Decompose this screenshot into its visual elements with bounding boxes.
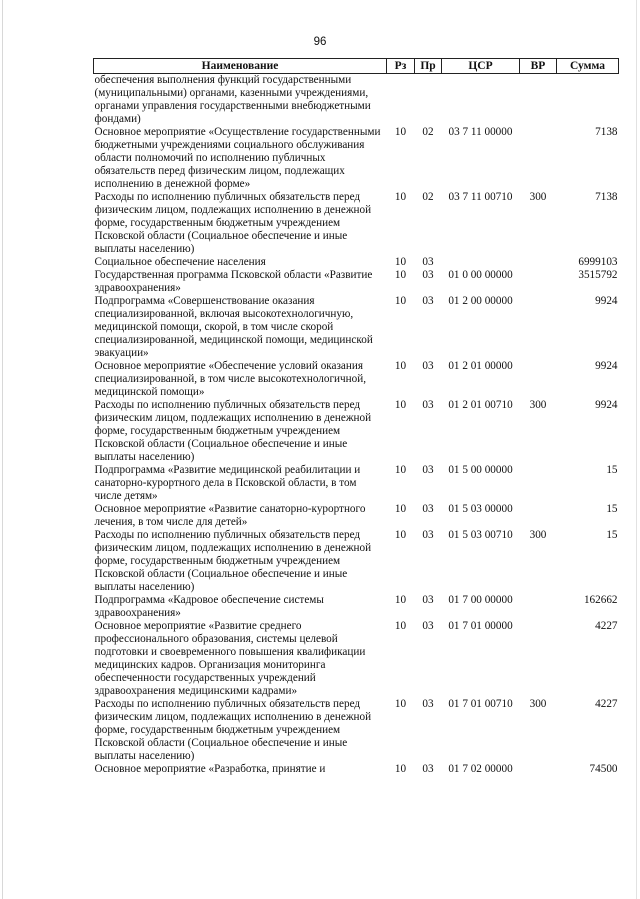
cell-pr: 03 [422, 256, 434, 268]
table-row [94, 256, 619, 269]
table-row [94, 594, 619, 620]
cell-vr [520, 464, 557, 503]
cell-rz: 10 [394, 529, 407, 541]
cell-rz: 10 [394, 191, 407, 203]
cell-sum: 7138 [595, 191, 618, 203]
cell-rz: 10 [394, 594, 407, 606]
cell-vr [520, 620, 557, 698]
header-vr: ВР [520, 59, 557, 74]
cell-csr: 01 7 01 00710 [448, 698, 513, 710]
cell-rz: 10 [394, 698, 407, 710]
cell-pr [415, 74, 442, 127]
cell-vr [520, 256, 557, 269]
page-number: 96 [313, 36, 327, 48]
table-row [94, 399, 619, 464]
cell-vr [520, 360, 557, 399]
cell-vr: 300 [529, 529, 547, 541]
cell-name: Основное мероприятие «Развитие санаторно-курортного лечения, в том числе для детей» [94, 503, 366, 528]
cell-name: Государственная программа Псковской области «Развитие здравоохранения» [94, 269, 373, 294]
cell-pr: 03 [422, 620, 434, 632]
cell-name: Основное мероприятие «Обеспечение условий оказания специализированной, в том числе высокотехнологичной, медицинской помощи» [94, 360, 367, 398]
cell-vr [520, 594, 557, 620]
cell-vr: 300 [529, 698, 547, 710]
header-csr: ЦСР [442, 59, 520, 74]
table-row [94, 464, 619, 503]
cell-csr: 03 7 11 00000 [448, 126, 513, 138]
cell-vr: 300 [529, 191, 547, 203]
cell-csr [442, 256, 520, 269]
cell-csr: 01 5 03 00000 [448, 503, 513, 515]
cell-rz [387, 74, 415, 127]
cell-pr: 03 [422, 399, 434, 411]
cell-name: Расходы по исполнению публичных обязательств перед физическим лицом, подлежащих исполнению в денежной форме, государственным бюджетным учреждением Псковской области (Социальное обеспечение и иные выплаты населению) [94, 529, 372, 593]
cell-csr: 01 0 00 00000 [448, 269, 513, 281]
cell-pr: 03 [422, 360, 434, 372]
cell-sum: 4227 [595, 698, 618, 710]
cell-vr [520, 74, 557, 127]
cell-pr: 03 [422, 594, 434, 606]
header-pr: Пр [415, 59, 442, 74]
cell-name: обеспечения выполнения функций государственными (муниципальными) органами, казенными учреждениями, органами управления государственными внебюджетными фондами) [94, 74, 371, 125]
scan-edge-right [636, 0, 637, 899]
table-row [94, 74, 619, 127]
table-row [94, 698, 619, 763]
cell-sum: 3515792 [578, 269, 618, 281]
cell-sum: 7138 [595, 126, 618, 138]
cell-vr [520, 503, 557, 529]
scan-edge-left [2, 0, 3, 899]
cell-sum: 9924 [595, 295, 618, 307]
cell-rz: 10 [394, 256, 407, 268]
cell-pr: 03 [422, 269, 434, 281]
table-row [94, 620, 619, 698]
cell-sum: 162662 [583, 594, 618, 606]
cell-rz: 10 [394, 295, 407, 307]
cell-sum [557, 74, 619, 127]
cell-csr: 01 7 02 00000 [448, 763, 513, 775]
table-row [94, 763, 619, 776]
cell-csr [442, 74, 520, 127]
cell-vr [520, 126, 557, 191]
table-row [94, 360, 619, 399]
cell-csr: 03 7 11 00710 [448, 191, 513, 203]
cell-name: Расходы по исполнению публичных обязательств перед физическим лицом, подлежащих исполнению в денежной форме, государственным бюджетным учреждением Псковской области (Социальное обеспечение и иные выплаты населению) [94, 698, 372, 762]
cell-pr: 03 [422, 698, 434, 710]
cell-sum: 9924 [595, 360, 618, 372]
cell-rz: 10 [394, 503, 407, 515]
cell-rz: 10 [394, 269, 407, 281]
table-row [94, 503, 619, 529]
cell-csr: 01 5 03 00710 [448, 529, 513, 541]
cell-vr [520, 295, 557, 360]
cell-pr: 03 [422, 763, 434, 775]
cell-sum: 15 [606, 503, 618, 515]
table-body [94, 74, 619, 777]
cell-rz: 10 [394, 464, 407, 476]
cell-pr: 03 [422, 464, 434, 476]
header-name: Наименование [94, 59, 387, 74]
cell-csr: 01 7 00 00000 [448, 594, 513, 606]
cell-name: Социальное обеспечение населения [94, 256, 266, 268]
table-row [94, 269, 619, 295]
cell-rz: 10 [394, 360, 407, 372]
table-row [94, 191, 619, 256]
cell-name: Расходы по исполнению публичных обязательств перед физическим лицом, подлежащих исполнению в денежной форме, государственным бюджетным учреждением Псковской области (Социальное обеспечение и иные выплаты населению) [94, 399, 372, 463]
cell-rz: 10 [394, 126, 407, 138]
cell-sum: 74500 [589, 763, 618, 775]
cell-name: Подпрограмма «Развитие медицинской реабилитации и санаторно-курортного дела в Псковской области, в том числе детям» [94, 464, 361, 502]
cell-name: Основное мероприятие «Разработка, принятие и [94, 763, 326, 775]
cell-name: Подпрограмма «Кадровое обеспечение системы здравоохранения» [94, 594, 324, 619]
cell-pr: 02 [422, 126, 434, 138]
cell-csr: 01 2 00 00000 [448, 295, 513, 307]
cell-vr [520, 763, 557, 776]
table-row [94, 126, 619, 191]
cell-csr: 01 2 01 00710 [448, 399, 513, 411]
cell-csr: 01 7 01 00000 [448, 620, 513, 632]
table-row [94, 295, 619, 360]
cell-vr [520, 269, 557, 295]
cell-vr: 300 [529, 399, 547, 411]
cell-sum: 6999103 [578, 256, 618, 268]
cell-pr: 03 [422, 529, 434, 541]
budget-table [93, 58, 619, 776]
cell-sum: 15 [606, 529, 618, 541]
header-sum: Сумма [557, 59, 619, 74]
cell-name: Расходы по исполнению публичных обязательств перед физическим лицом, подлежащих исполнению в денежной форме, государственным бюджетным учреждением Псковской области (Социальное обеспечение и иные выплаты населению) [94, 191, 372, 255]
cell-pr: 02 [422, 191, 434, 203]
header-rz: Рз [387, 59, 415, 74]
cell-name: Подпрограмма «Совершенствование оказания специализированной, включая высокотехнологичную, медицинской помощи, скорой, в том числе скорой специализированной, медицинской помощи, медицинской эвакуации» [94, 295, 373, 359]
table-row [94, 529, 619, 594]
cell-rz: 10 [394, 620, 407, 632]
table-header-row [94, 59, 619, 74]
cell-name: Основное мероприятие «Осуществление государственными бюджетными учреждениями социального обслуживания области полномочий по исполнению публичных обязательств перед физическим лицом, подлежащих исполнению в денежной форме» [94, 126, 381, 190]
cell-sum: 9924 [595, 399, 618, 411]
cell-pr: 03 [422, 295, 434, 307]
cell-name: Основное мероприятие «Развитие среднего профессионального образования, системы целевой подготовки и своевременного повышения квалификации медицинских кадров. Организация мониторинга обеспеченности государственных учреждений здравоохранения медицинскими кадрами» [94, 620, 366, 697]
cell-csr: 01 5 00 00000 [448, 464, 513, 476]
cell-sum: 4227 [595, 620, 618, 632]
cell-rz: 10 [394, 763, 407, 775]
cell-pr: 03 [422, 503, 434, 515]
cell-rz: 10 [394, 399, 407, 411]
cell-sum: 15 [606, 464, 618, 476]
cell-csr: 01 2 01 00000 [448, 360, 513, 372]
